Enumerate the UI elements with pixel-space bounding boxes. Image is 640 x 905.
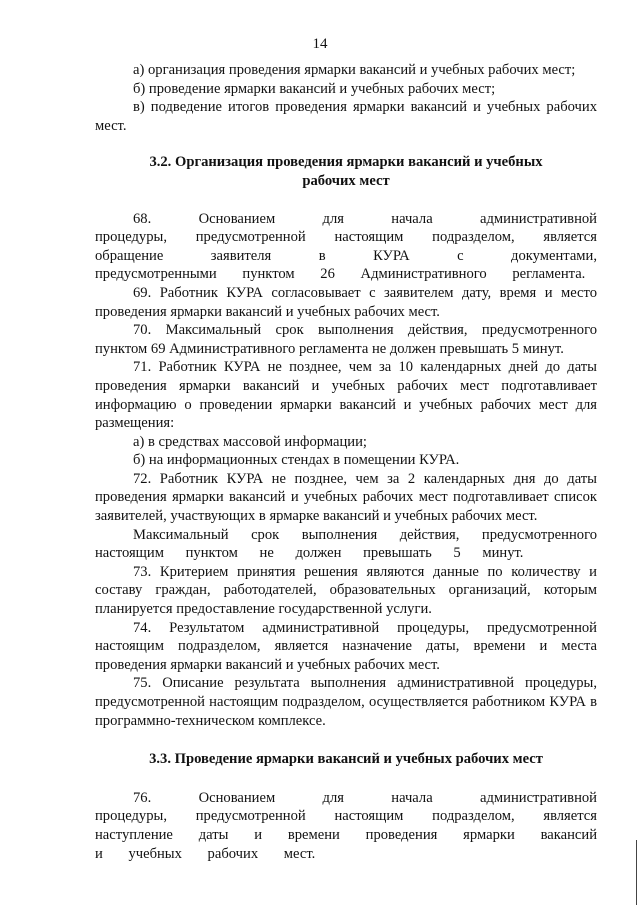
paragraph-75: 75. Описание результата выполнения административной процедуры, предусмотренной настоящим подразделом, осуществляется работником КУРА в программно-техническом комплексе. [95, 675, 597, 729]
paragraph-71-item-b: б) на информационных стендах в помещении КУРА. [133, 452, 460, 469]
list-item-c: в) подведение итогов проведения ярмарки вакансий и учебных рабочих мест. [95, 99, 597, 134]
section-3-3-heading: 3.3. Проведение ярмарки вакансий и учебных рабочих мест [149, 751, 543, 768]
paragraph-70: 70. Максимальный срок выполнения действия, предусмотренного пунктом 69 Административного регламента не должен превышать 5 минут. [95, 322, 597, 357]
paragraph-72: 72. Работник КУРА не позднее, чем за 2 календарных дня до даты проведения ярмарки вакансий и учебных рабочих мест подготавливает список заявителей, участвующих в ярмарке вакансий и учебных рабочих мест. [95, 470, 597, 525]
paragraph-73: 73. Критерием принятия решения являются данные по количеству и составу граждан, работодателей, образовательных организаций, которым планируется предоставление государственной услуги. [95, 563, 597, 618]
list-item-b: б) проведение ярмарки вакансий и учебных рабочих мест; [133, 80, 496, 97]
paragraph-76: 76. Основанием для начала административной процедуры, предусмотренной настоящим подразделом, является наступление даты и времени проведения ярмарки вакансий и учебных рабочих мест. [95, 789, 597, 862]
paragraph-74: 74. Результатом административной процедуры, предусмотренной настоящим подразделом, является назначение даты, времени и места проведения ярмарки вакансий и учебных рабочих мест. [95, 619, 597, 673]
paragraph-68: 68. Основанием для начала административной процедуры, предусмотренной настоящим подразделом, является обращение заявителя в КУРА с документами, предусмотренными пунктом 26 Административного регламента. [95, 210, 597, 283]
scan-edge-line [636, 840, 637, 905]
paragraph-71-item-a: а) в средствах массовой информации; [133, 433, 367, 450]
paragraph-72-time-limit: Максимальный срок выполнения действия, предусмотренного настоящим пунктом не должен превышать 5 минут. [95, 526, 597, 562]
document-body [95, 61, 597, 863]
page-number: 14 [312, 36, 328, 52]
paragraph-71: 71. Работник КУРА не позднее, чем за 10 календарных дней до даты проведения ярмарки вакансий и учебных рабочих мест подготавливает информацию о проведении ярмарки вакансий и учебных рабочих мест для размещения: [95, 359, 597, 432]
paragraph-69: 69. Работник КУРА согласовывает с заявителем дату, время и место проведения ярмарки вакансий и учебных рабочих мест. [95, 284, 597, 320]
section-3-2-heading: 3.2. Организация проведения ярмарки вакансий и учебных рабочих мест [149, 154, 543, 189]
list-item-a: а) организация проведения ярмарки вакансий и учебных рабочих мест; [133, 62, 576, 78]
